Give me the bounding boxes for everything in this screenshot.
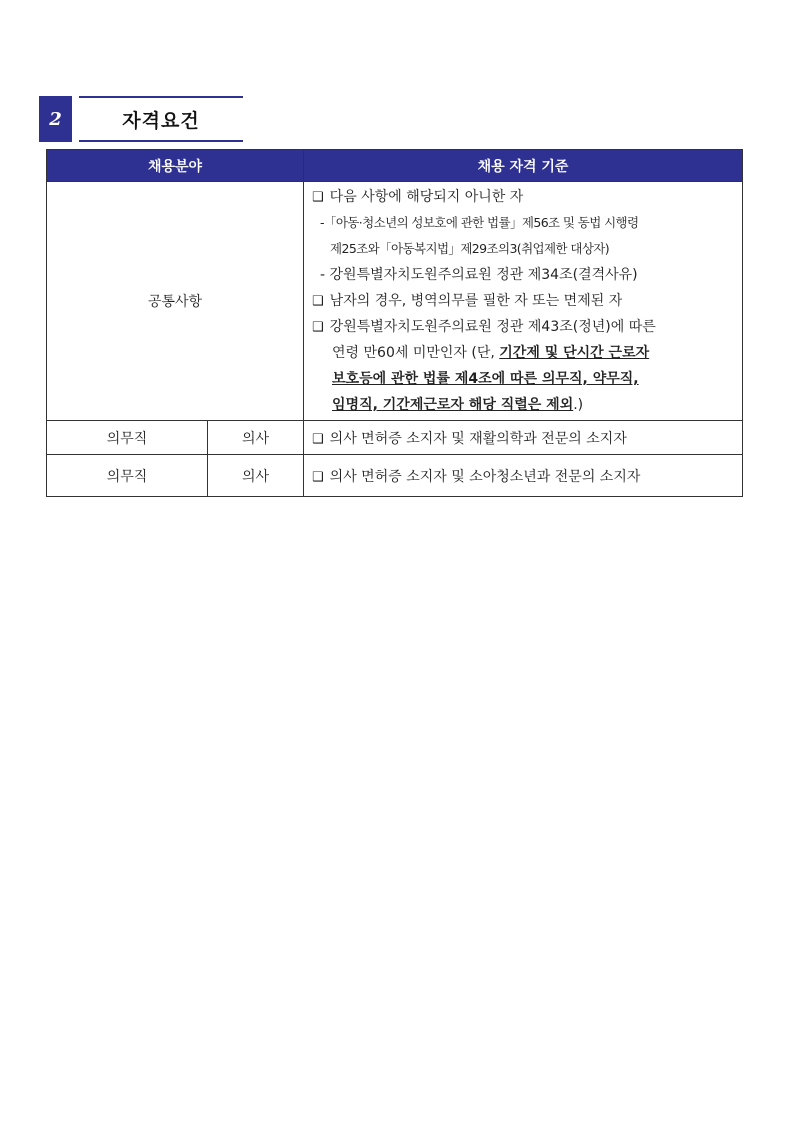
criteria-cell: ❑ 의사 면허증 소지자 및 소아청소년과 전문의 소지자 bbox=[304, 455, 743, 497]
common-row bbox=[47, 182, 743, 421]
requirements-table bbox=[46, 149, 743, 497]
exception-text: 보호등에 관한 법률 제4조에 따른 의무직, 약무직, bbox=[332, 371, 639, 387]
criteria-line bbox=[312, 366, 734, 392]
criteria-line: ❑ 다음 사항에 해당되지 아니한 자 bbox=[312, 189, 524, 205]
criteria-line: ❑ 강원특별자치도원주의료원 정관 제43조(정년)에 따른 bbox=[312, 319, 656, 335]
criteria-line: -「아동·청소년의 성보호에 관한 법률」제56조 및 동법 시행령 bbox=[320, 215, 639, 230]
table-row bbox=[47, 421, 743, 455]
common-criteria bbox=[304, 182, 743, 421]
job-cell: 의사 bbox=[208, 455, 304, 497]
criteria-line: - 강원특별자치도원주의료원 정관 제34조(결격사유) bbox=[320, 267, 638, 283]
common-label: 공통사항 bbox=[47, 182, 304, 421]
criteria-line: 연령 만60세 미만인자 (단, 기간제 및 단시간 근로자 bbox=[332, 345, 650, 361]
criteria-line: ❑ 남자의 경우, 병역의무를 필한 자 또는 면제된 자 bbox=[312, 293, 623, 309]
checkbox-icon: ❑ bbox=[312, 294, 324, 309]
table-header-row bbox=[47, 150, 743, 182]
exception-text: 기간제 및 단시간 근로자 bbox=[499, 345, 650, 361]
criteria-cell: ❑ 의사 면허증 소지자 및 재활의학과 전문의 소지자 bbox=[304, 421, 743, 455]
exception-text: 임명직, 기간제근로자 해당 직렬은 제외 bbox=[332, 397, 574, 413]
checkbox-icon: ❑ bbox=[312, 190, 324, 205]
table-row bbox=[47, 455, 743, 497]
job-cell: 의사 bbox=[208, 421, 304, 455]
header-field: 채용분야 bbox=[47, 150, 304, 182]
category-cell: 의무직 bbox=[47, 455, 208, 497]
section-title: 자격요건 bbox=[79, 96, 243, 142]
checkbox-icon: ❑ bbox=[312, 469, 324, 485]
header-criteria: 채용 자격 기준 bbox=[304, 150, 743, 182]
section-header bbox=[39, 96, 244, 142]
checkbox-icon: ❑ bbox=[312, 320, 324, 335]
criteria-line: 제25조와「아동복지법」제29조의3(취업제한 대상자) bbox=[330, 241, 610, 256]
category-cell: 의무직 bbox=[47, 421, 208, 455]
criteria-line: 임명직, 기간제근로자 해당 직렬은 제외.) bbox=[332, 397, 584, 413]
checkbox-icon: ❑ bbox=[312, 431, 324, 447]
section-number: 2 bbox=[39, 96, 72, 142]
